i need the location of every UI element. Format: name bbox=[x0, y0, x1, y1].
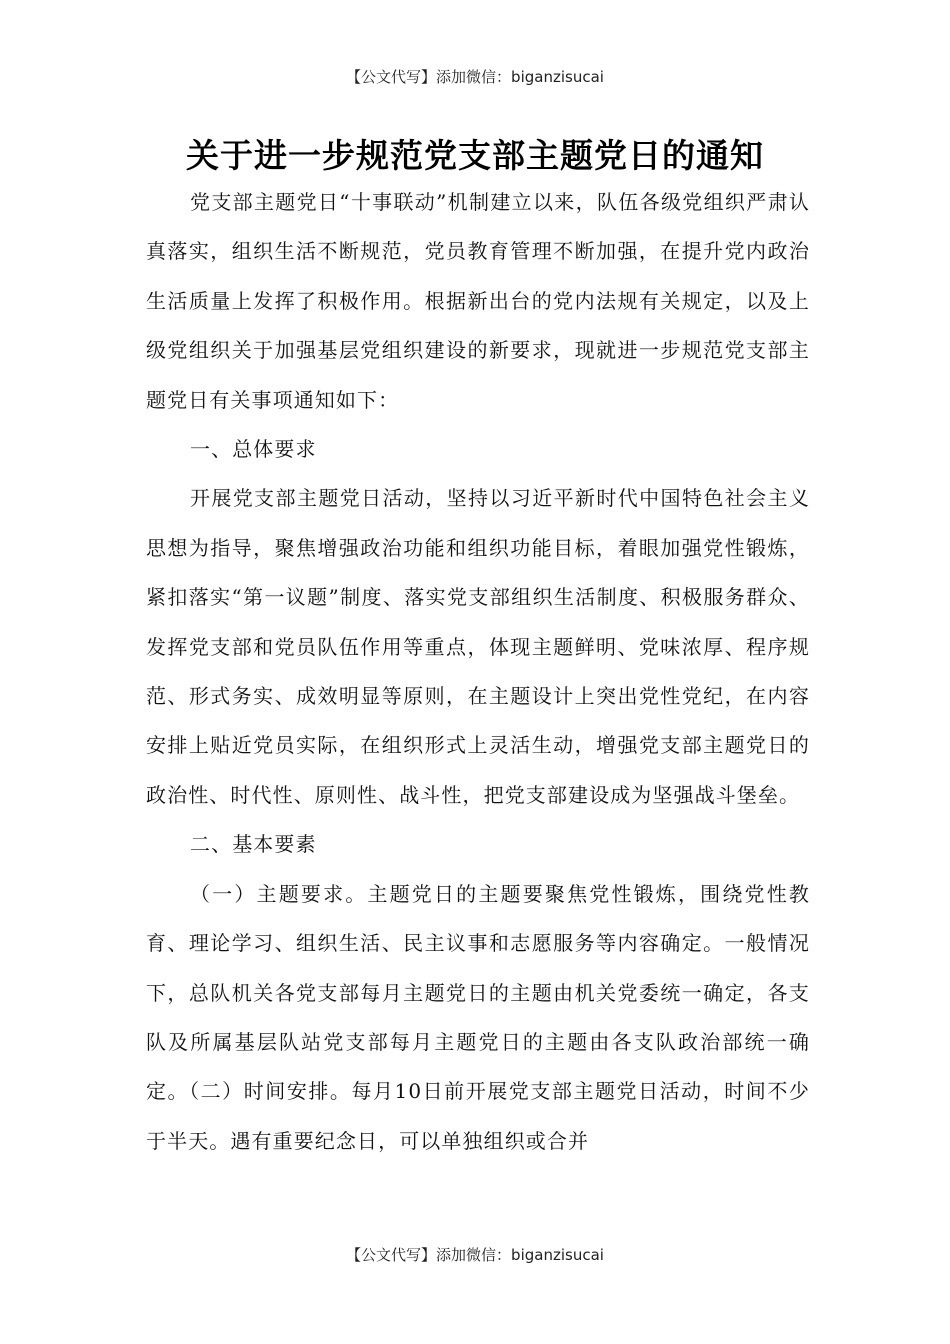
paragraph-intro: 党支部主题党日“十事联动”机制建立以来，队伍各级党组织严肃认真落实，组织生活不断规范，党员教育管理不断加强，在提升党内政治生活质量上发挥了积极作用。根据新出台的党内法规有关规定，以及上级党组织关于加强基层党组织建设的新要求，现就进一步规范党支部主题党日有关事项通知如下： bbox=[146, 190, 810, 412]
page-footer: 【公文代写】添加微信：biganzisucai bbox=[346, 1246, 604, 1264]
section-heading-general-requirements: 一、总体要求 bbox=[190, 437, 317, 462]
paragraph-general-requirements: 开展党支部主题党日活动，坚持以习近平新时代中国特色社会主义思想为指导，聚焦增强政治功能和组织功能目标，着眼加强党性锻炼，紧扣落实“第一议题”制度、落实党支部组织生活制度、积极服务群众、发挥党支部和党员队伍作用等重点，体现主题鲜明、党味浓厚、程序规范、形式务实、成效明显等原则，在主题设计上突出党性党纪，在内容安排上贴近党员实际，在组织形式上灵活生动，增强党支部主题党日的政治性、时代性、原则性、战斗性，把党支部建设成为坚强战斗堡垒。 bbox=[146, 486, 810, 807]
document-title: 关于进一步规范党支部主题党日的通知 bbox=[186, 136, 764, 175]
document-body bbox=[146, 178, 810, 1166]
paragraph-basic-elements: （一）主题要求。主题党日的主题要聚焦党性锻炼，围绕党性教育、理论学习、组织生活、民主议事和志愿服务等内容确定。一般情况下，总队机关各党支部每月主题党日的主题由机关党委统一确定，各支队及所属基层队站党支部每月主题党日的主题由各支队政治部统一确定。（二）时间安排。每月10日前开展党支部主题党日活动，时间不少于半天。遇有重要纪念日，可以单独组织或合并 bbox=[146, 881, 810, 1153]
section-heading-basic-elements: 二、基本要素 bbox=[190, 832, 317, 857]
page-header: 【公文代写】添加微信：biganzisucai bbox=[346, 68, 604, 86]
